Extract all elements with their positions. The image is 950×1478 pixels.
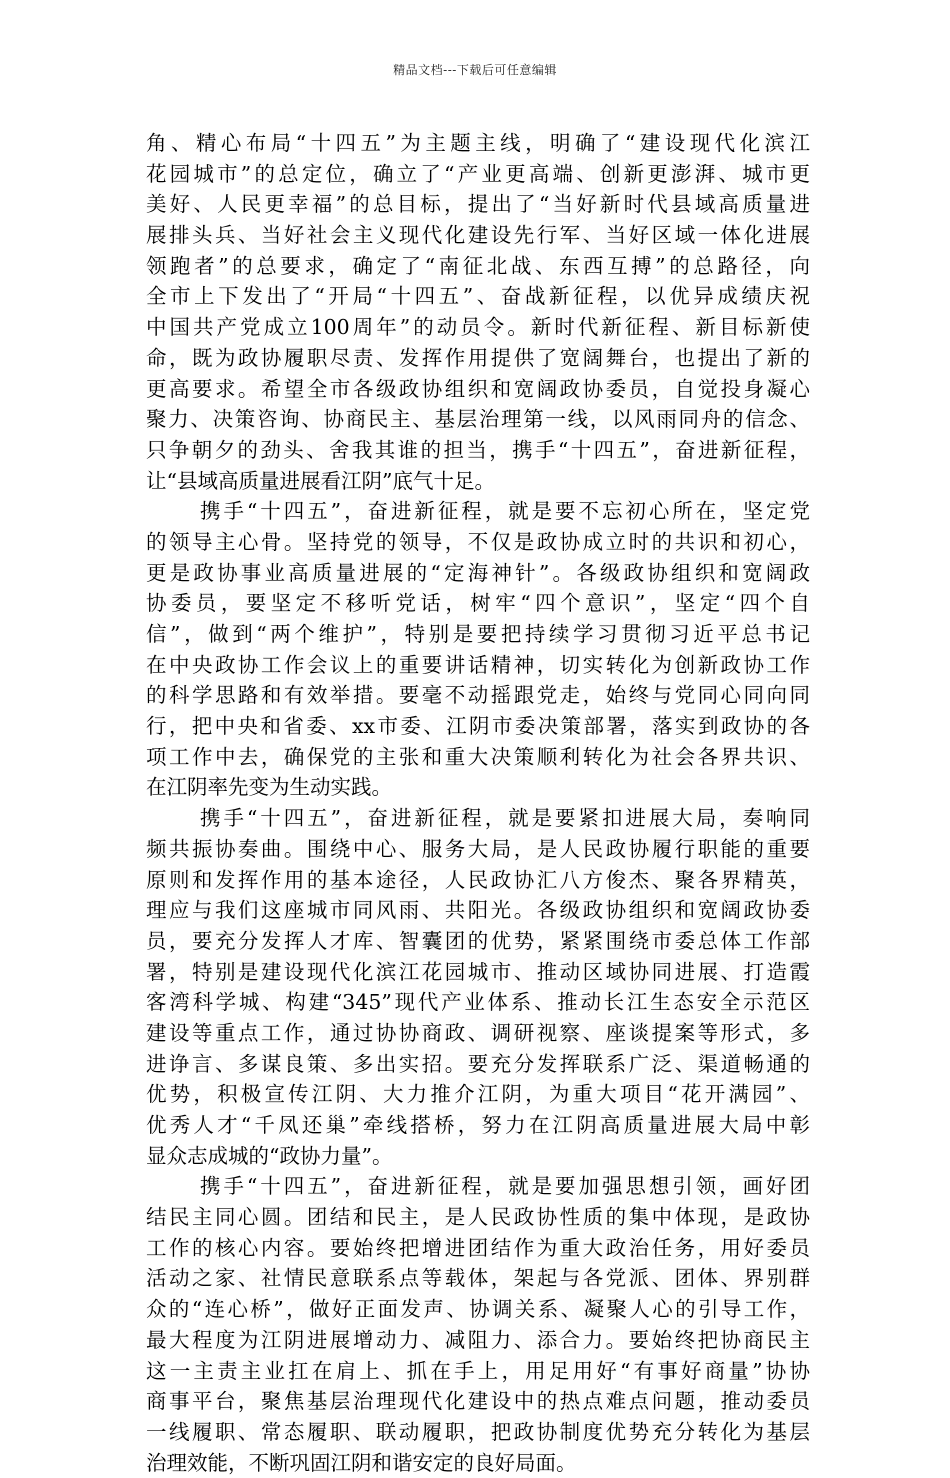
text-line: 客湾科学城、构建“345”现代产业体系、推动长江生态安全示范区 <box>146 990 810 1015</box>
text-line: 信”，做到“两个维护”，特别是要把持续学习贯彻习近平总书记 <box>146 622 810 646</box>
text-line: 行，把中央和省委、xx市委、江阴市委决策部署，落实到政协的各 <box>146 714 810 739</box>
text-line: 协委员，要坚定不移听党话，树牢“四个意识”，坚定“四个自 <box>146 591 810 616</box>
text-line: 这一主责主业扛在肩上、抓在手上，用足用好“有事好商量”协协 <box>146 1358 810 1383</box>
text-line: 中国共产党成立100周年”的动员令。新时代新征程、新目标新使 <box>146 315 810 340</box>
page-header: 精品文档---下载后可任意编辑 <box>393 63 557 77</box>
text-line: 更高要求。希望全市各级政协组织和宽阔政协委员，自觉投身凝心 <box>146 376 810 401</box>
text-line: 优势，积极宣传江阴、大力推介江阴，为重大项目“花开满园”、 <box>146 1082 810 1107</box>
document-body <box>146 128 810 1478</box>
text-line: 只争朝夕的劲头、舍我其谁的担当，携手“十四五”，奋进新征程， <box>146 437 810 462</box>
text-line: 工作的核心内容。要始终把增进团结作为重大政治任务，用好委员 <box>146 1235 810 1260</box>
text-line: 商事平台，聚焦基层治理现代化建设中的热点难点问题，推动委员 <box>146 1389 810 1414</box>
text-line: 花园城市”的总定位，确立了“产业更高端、创新更澎湃、城市更 <box>146 161 810 186</box>
text-line: 让“县域高质量进展看江阴”底气十足。 <box>146 468 495 493</box>
text-line: 频共振协奏曲。围绕中心、服务大局，是人民政协履行职能的重要 <box>146 836 810 861</box>
text-line: 活动之家、社情民意联系点等载体，架起与各党派、团体、界别群 <box>146 1266 810 1291</box>
text-line: 结民主同心圆。团结和民主，是人民政协性质的集中体现，是政协 <box>146 1205 810 1230</box>
text-line: 命，既为政协履职尽责、发挥作用提供了宽阔舞台，也提出了新的 <box>146 345 810 370</box>
text-line: 美好、人民更幸福”的总目标，提出了“当好新时代县域高质量进 <box>146 192 810 217</box>
text-line: 角、精心布局“十四五”为主题主线，明确了“建设现代化滨江 <box>146 131 810 155</box>
text-line: 领跑者”的总要求，确定了“南征北战、东西互搏”的总路径，向 <box>146 253 810 278</box>
text-line: 最大程度为江阴进展增动力、减阻力、添合力。要始终把协商民主 <box>146 1327 810 1352</box>
text-line: 在江阴率先变为生动实践。 <box>146 775 392 800</box>
text-line: 更是政协事业高质量进展的“定海神针”。各级政协组织和宽阔政 <box>146 560 810 585</box>
text-line: 全市上下发出了“开局“十四五”、奋战新征程，以优异成绩庆祝 <box>146 284 810 309</box>
text-line: 的领导主心骨。坚持党的领导，不仅是政协成立时的共识和初心， <box>146 529 810 554</box>
text-line: 建设等重点工作，通过协协商政、调研视察、座谈提案等形式，多 <box>146 1020 810 1045</box>
text-line: 员，要充分发挥人才库、智囊团的优势，紧紧围绕市委总体工作部 <box>146 928 810 953</box>
text-line: 在中央政协工作会议上的重要讲话精神，切实转化为创新政协工作 <box>146 652 810 677</box>
text-line: 署，特别是建设现代化滨江花园城市、推动区域协同进展、打造霞 <box>146 959 810 984</box>
text-line: 原则和发挥作用的基本途径，人民政协汇八方俊杰、聚各界精英， <box>146 867 810 892</box>
text-line: 众的“连心桥”，做好正面发声、协调关系、凝聚人心的引导工作， <box>146 1297 810 1322</box>
text-line: 的科学思路和有效举措。要毫不动摇跟党走，始终与党同心同向同 <box>146 683 810 708</box>
text-line: 展排头兵、当好社会主义现代化建设先行军、当好区域一体化进展 <box>146 223 810 248</box>
text-line: 携手“十四五”，奋进新征程，就是要不忘初心所在，坚定党 <box>200 499 810 524</box>
text-line: 一线履职、常态履职、联动履职，把政协制度优势充分转化为基层 <box>146 1419 810 1444</box>
text-line: 聚力、决策咨询、协商民主、基层治理第一线，以风雨同舟的信念、 <box>146 407 810 432</box>
text-line: 显众志成城的“政协力量”。 <box>146 1143 393 1168</box>
text-line: 进诤言、多谋良策、多出实招。要充分发挥联系广泛、渠道畅通的 <box>146 1051 810 1076</box>
text-line: 项工作中去，确保党的主张和重大决策顺利转化为社会各界共识、 <box>146 744 810 769</box>
text-line: 理应与我们这座城市同风雨、共阳光。各级政协组织和宽阔政协委 <box>146 898 810 923</box>
text-line: 携手“十四五”，奋进新征程，就是要紧扣进展大局，奏响同 <box>200 806 810 831</box>
text-line: 优秀人才“千凤还巢”牵线搭桥，努力在江阴高质量进展大局中彰 <box>146 1113 810 1137</box>
text-line: 携手“十四五”，奋进新征程，就是要加强思想引领，画好团 <box>200 1174 810 1199</box>
text-line: 治理效能，不断巩固江阴和谐安定的良好局面。 <box>146 1450 577 1475</box>
